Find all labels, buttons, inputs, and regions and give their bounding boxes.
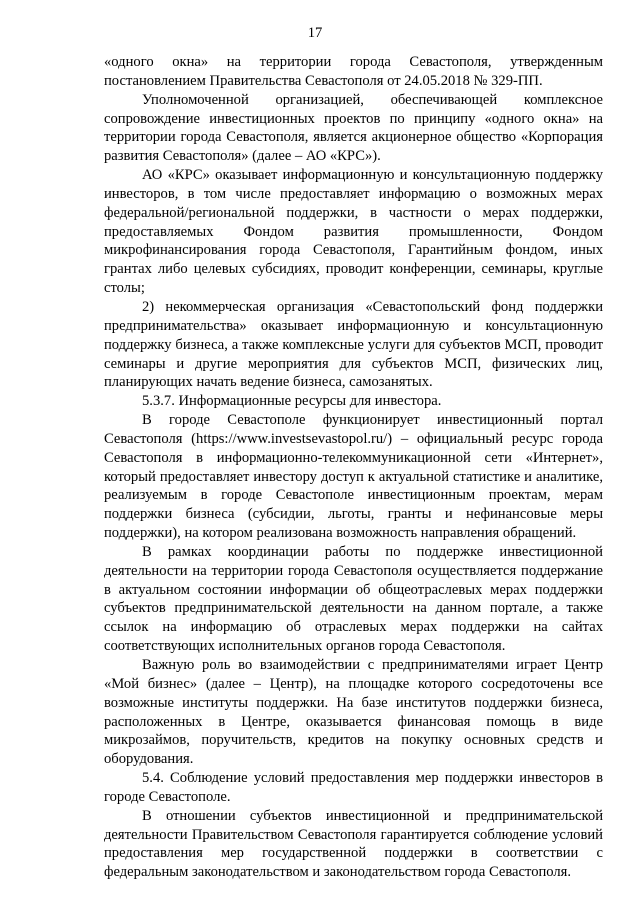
paragraph-one-window-regulation: «одного окна» на территории города Севастополя, утвержденным постановлением Правительства Севастополя от 24.05.2018 № 329-ПП. bbox=[104, 54, 603, 89]
paragraph-authorized-organization: Уполномоченной организацией, обеспечивающей комплексное сопровождение инвестиционных проектов по принципу «одного окна» на территории города Севастополя, является акционерное общество «Корпорация развития Севастополя» (далее – АО «КРС»). bbox=[104, 91, 603, 165]
paragraph-krs-support: АО «КРС» оказывает информационную и консультационную поддержку инвесторов, в том числе предоставляет информацию о возможных мерах федеральной/региональной поддержки, в частности о мерах поддержки, предоставляемых Фондом развития промышленности, Фондом микрофинансирования города Севастополя, Гарантийным фондом, иных грантах либо целевых субсидиях, проводит конференции, семинары, круглые столы; bbox=[104, 167, 603, 297]
paragraph-my-business-center: Важную роль во взаимодействии с предпринимателями играет Центр «Мой бизнес» (далее – Центр), на площадке которого сосредоточены все возможные институты поддержки. На базе институтов поддержки бизнеса, расположенных в Центре, оказывается финансовая помощь в виде микрозаймов, поручительств, кредитов на покупку основных средств и оборудования. bbox=[104, 657, 603, 768]
paragraph-support-guarantee: В отношении субъектов инвестиционной и предпринимательской деятельности Правительством Севастополя гарантируется соблюдение условий предоставления мер государственной поддержки в соответствии с федеральным законодательством и законодательством города Севастополя. bbox=[104, 807, 603, 881]
paragraph-sevastopol-fund: 2) некоммерческая организация «Севастопольский фонд поддержки предпринимательства» оказывает информационную и консультационную поддержку бизнеса, а также комплексные услуги для субъектов МСП, проводит семинары и другие мероприятия для субъектов МСП, физических лиц, планирующих начать ведение бизнеса, самозанятых. bbox=[104, 298, 603, 391]
section-heading-5-3-7: 5.3.7. Информационные ресурсы для инвестора. bbox=[142, 393, 442, 410]
page-number: 17 bbox=[307, 25, 323, 41]
document-body bbox=[104, 53, 603, 882]
paragraph-portal-coordination: В рамках координации работы по поддержке инвестиционной деятельности на территории города Севастополя осуществляется поддержание в актуальном состоянии информации об общеотраслевых мерах поддержки субъектов предпринимательской деятельности на данном портале, а также ссылок на информацию об отраслевых мерах поддержки на сайтах соответствующих исполнительных органов города Севастополя. bbox=[104, 543, 603, 655]
paragraph-investment-portal: В городе Севастополе функционирует инвестиционный портал Севастополя (https://www.investsevastopol.ru/) – официальный ресурс города Севастополя в информационно-телекоммуникационной сети «Интернет», который предоставляет инвестору доступ к актуальной статистике и аналитике, реализуемым в городе Севастополе инвестиционным проектам, мерам поддержки бизнеса (субсидии, льготы, гранты и нефинансовые меры поддержки), на котором реализована возможность направления обращений. bbox=[104, 412, 603, 542]
section-heading-5-4: 5.4. Соблюдение условий предоставления мер поддержки инвесторов в городе Севастополе. bbox=[104, 770, 603, 805]
